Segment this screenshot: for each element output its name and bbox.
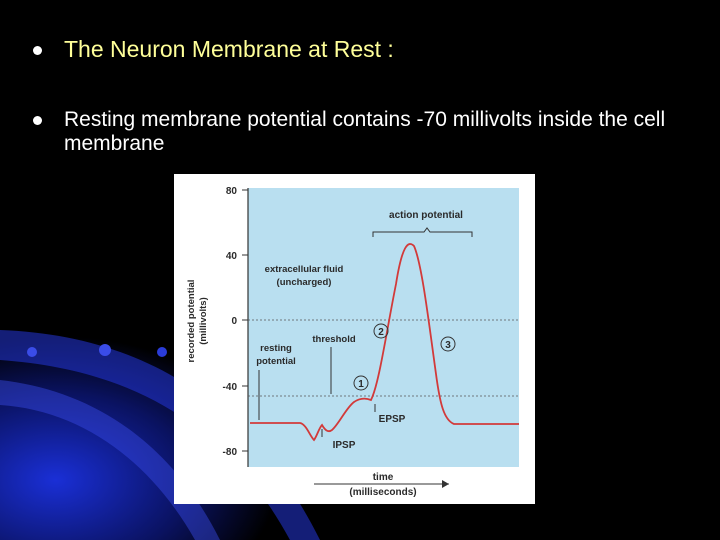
- y-axis-label: recorded potential: [186, 279, 197, 363]
- tick-label-0: 0: [231, 316, 237, 327]
- tick-label-minus80: -80: [222, 447, 237, 458]
- bullet-dot-1: [33, 46, 42, 55]
- slide-title-bullet: The Neuron Membrane at Rest :: [64, 36, 394, 62]
- x-axis-unit: (milliseconds): [349, 487, 417, 498]
- membrane-potential-figure: [174, 174, 535, 504]
- tick-label-40: 40: [225, 251, 237, 262]
- marker-2-label: 2: [378, 327, 384, 338]
- extracellular-sublabel: (uncharged): [276, 277, 332, 288]
- x-axis-label: time: [372, 472, 394, 483]
- marker-1-label: 1: [358, 379, 364, 390]
- marker-3-label: 3: [445, 340, 451, 351]
- extracellular-label: extracellular fluid: [264, 264, 344, 275]
- threshold-label: threshold: [312, 334, 356, 345]
- y-axis-unit: (millivolts): [198, 297, 209, 345]
- time-arrowhead: [442, 480, 449, 488]
- epsp-label: EPSP: [378, 414, 406, 425]
- resting-sublabel: potential: [256, 356, 296, 367]
- ipsp-label: IPSP: [332, 440, 356, 451]
- tick-label-80: 80: [225, 186, 237, 197]
- tick-label-minus40: -40: [222, 382, 237, 393]
- bullet-dot-2: [33, 116, 42, 125]
- figure-svg: [174, 174, 535, 504]
- resting-label: resting: [260, 343, 292, 354]
- action-potential-label: action potential: [389, 210, 463, 221]
- slide-body-bullet: Resting membrane potential contains -70 millivolts inside the cell membrane: [64, 108, 666, 155]
